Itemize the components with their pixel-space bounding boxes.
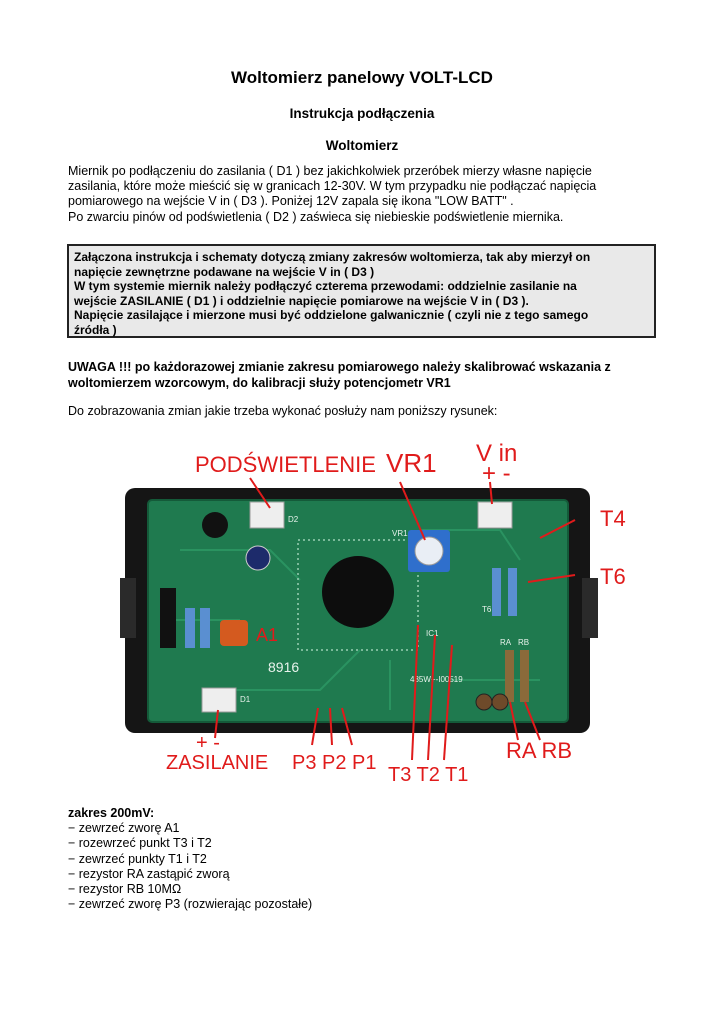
ra-silk-label: RA bbox=[500, 638, 512, 647]
label-vr1: VR1 bbox=[386, 448, 437, 478]
range-step: − rezystor RB 10MΩ bbox=[68, 882, 182, 897]
main-chip bbox=[322, 556, 394, 628]
warning-text bbox=[68, 359, 611, 391]
board-number: 8916 bbox=[268, 659, 300, 675]
range-step: − zewrzeć punkty T1 i T2 bbox=[68, 851, 207, 866]
label-podswietlenie: PODŚWIETLENIE bbox=[195, 452, 376, 477]
transistor bbox=[202, 512, 228, 538]
notice-line: napięcie zewnętrzne podawane na wejście V in ( D3 ) bbox=[74, 264, 375, 279]
case-clip-left bbox=[120, 578, 136, 638]
warning-line: woltomierzem wzorcowym, do kalibracji służy potencjometr VR1 bbox=[68, 376, 451, 390]
notice-line: źródła ) bbox=[74, 322, 117, 337]
range-header: zakres 200mV: bbox=[68, 806, 155, 820]
intro-paragraph bbox=[68, 164, 658, 225]
t6-silk-label: T6 bbox=[482, 605, 492, 614]
paragraph-line: Po zwarciu pinów od podświetlenia ( D2 ) zaświeca się niebieskie podświetlenie miernika. bbox=[68, 209, 564, 224]
label-t4: T4 bbox=[600, 506, 626, 531]
label-zasilanie: ZASILANIE bbox=[166, 752, 269, 774]
range-instructions bbox=[68, 806, 312, 912]
case-clip-right bbox=[582, 578, 598, 638]
label-vin: V in bbox=[476, 440, 518, 467]
instruction-heading: Instrukcja podłączenia bbox=[289, 106, 435, 121]
label-vin-polarity: + - bbox=[482, 460, 511, 487]
label-t6: T6 bbox=[600, 564, 626, 589]
notice-line: Załączona instrukcja i schematy dotyczą zmiany zakresów woltomierza, tak aby mierzył on bbox=[74, 250, 591, 264]
notice-line: wejście ZASILANIE ( D1 ) i oddzielnie napięcie pomiarowe na wejście V in ( D3 ). bbox=[74, 293, 529, 308]
range-step: − rozewrzeć punkt T3 i T2 bbox=[68, 836, 212, 851]
d3-connector bbox=[478, 502, 512, 528]
capacitor bbox=[246, 546, 270, 570]
label-zasilanie-polarity: + - bbox=[196, 732, 220, 754]
label-rarb: RA RB bbox=[506, 738, 573, 763]
ic-label: IC1 bbox=[426, 629, 439, 638]
range-step: − zewrzeć zworę A1 bbox=[68, 821, 180, 836]
notice-line: Napięcie zasilające i mierzone musi być oddzielone galwanicznie ( czyli nie z tego samego bbox=[74, 308, 589, 323]
paragraph-line: pomiarowego na wejście V in ( D3 ). Poniżej 12V zapala się ikona "LOW BATT" . bbox=[68, 194, 514, 209]
d1-connector bbox=[202, 688, 236, 712]
notice-box bbox=[67, 244, 656, 338]
notice-line: W tym systemie miernik należy podłączyć czterema przewodami: oddzielnie zasilanie na bbox=[74, 279, 577, 294]
rb-silk-label: RB bbox=[518, 638, 530, 647]
pcb-figure bbox=[120, 440, 640, 795]
paragraph-line: zasilania, które może mieścić się w granicach 12-30V. W tym przypadku nie podłączać napięcia bbox=[68, 179, 597, 194]
mounting-hole bbox=[476, 694, 492, 710]
paragraph-line: Miernik po podłączeniu do zasilania ( D1 ) bez jakichkolwiek przeróbek mierzy własne napięcie bbox=[68, 164, 592, 178]
warning-line: UWAGA !!! po każdorazowej zmianie zakresu pomiarowego należy skalibrować wskazania z bbox=[68, 360, 611, 374]
vr-silk-label: VR1 bbox=[392, 529, 408, 538]
label-p3p2p1: P3 P2 P1 bbox=[292, 752, 377, 774]
label-t3t2t1: T3 T2 T1 bbox=[388, 764, 469, 786]
range-step: − zewrzeć zworę P3 (rozwierając pozostałe) bbox=[68, 897, 313, 912]
figure-intro: Do zobrazowania zmian jakie trzeba wykonać posłuży nam poniższy rysunek: bbox=[68, 404, 498, 418]
label-a1: A1 bbox=[256, 625, 279, 645]
board-code: 435W+-I00519 bbox=[410, 675, 463, 684]
d2-silk-label: D2 bbox=[288, 515, 299, 524]
pin-header bbox=[160, 588, 176, 648]
range-step: − rezystor RA zastąpić zworą bbox=[68, 866, 230, 881]
section-heading: Woltomierz bbox=[325, 138, 399, 153]
d2-connector bbox=[250, 502, 284, 528]
d1-silk-label: D1 bbox=[240, 695, 251, 704]
document-title: Woltomierz panelowy VOLT-LCD bbox=[231, 68, 493, 87]
a1-capacitor bbox=[220, 620, 248, 646]
